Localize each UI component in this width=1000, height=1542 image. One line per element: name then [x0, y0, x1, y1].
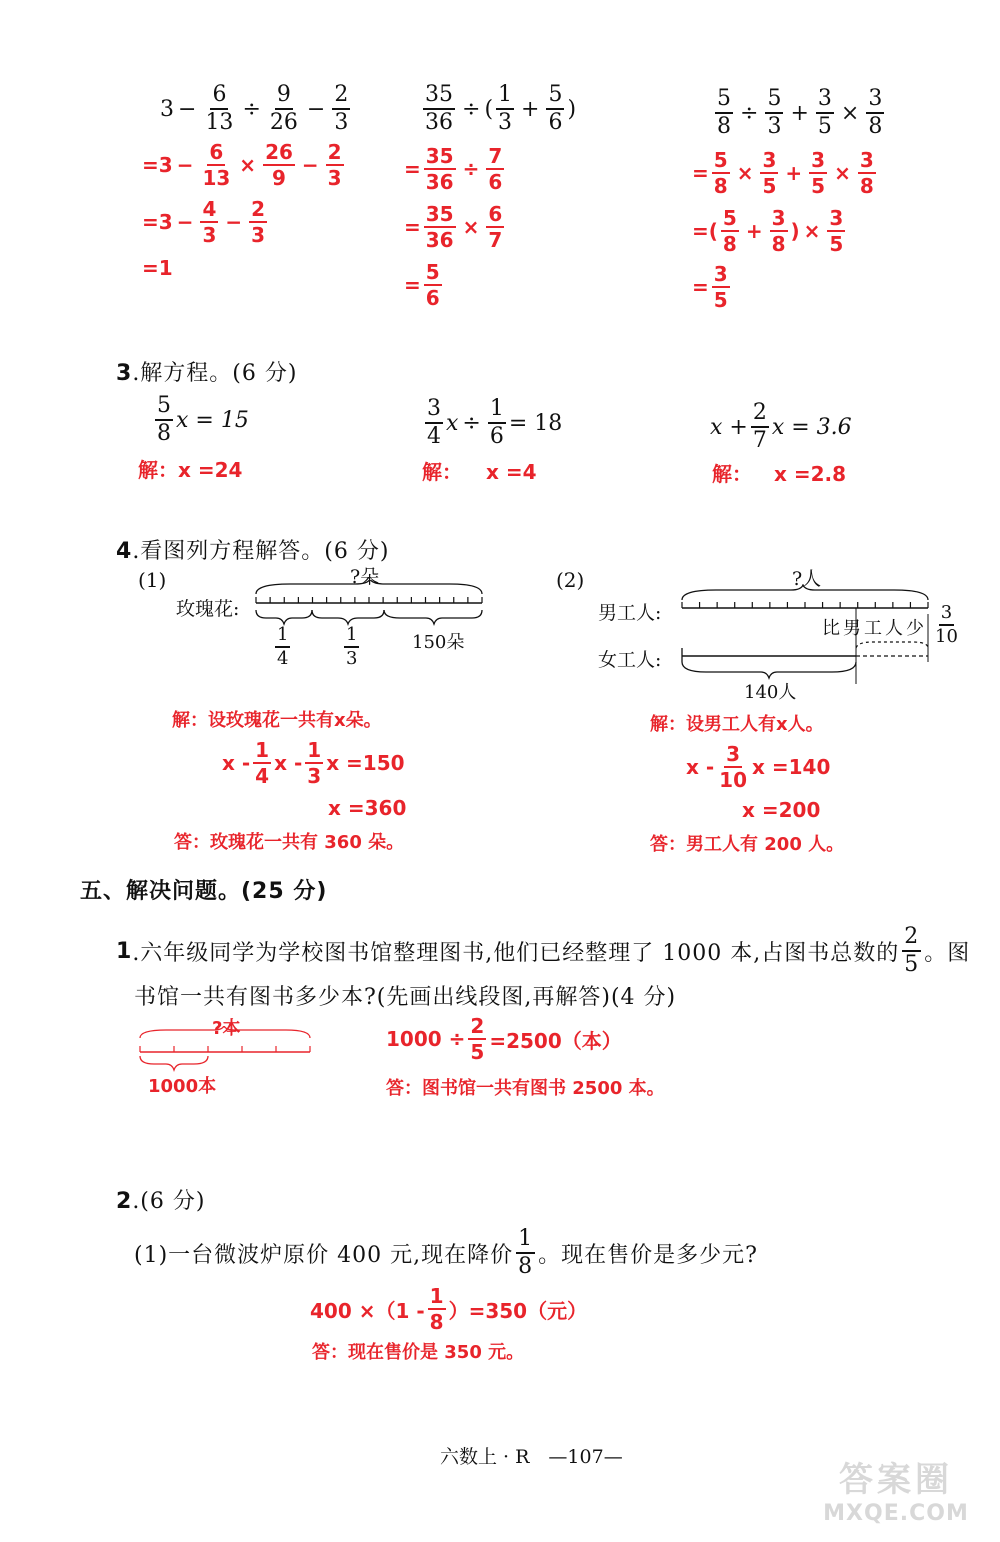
q1-equation: 1000 ÷ $\frac{2}{5}$ =2500（本）: [386, 1014, 622, 1064]
equation2-answer: 解： x =4: [422, 460, 537, 484]
problem2-label: (2): [556, 568, 585, 592]
calc2-step1: = $\frac{35}{36}$ ÷ $\frac{7}{6}$: [404, 144, 503, 194]
problem2-answer: 答：男工人有 200 人。: [650, 834, 845, 855]
calc1-question: 3 − $\frac{6}{13}$ ÷ $\frac{9}{26}$ − $\frac{2}{3}$: [160, 82, 349, 135]
calc3-question: $\frac{5}{8}$ ÷ $\frac{5}{3}$ + $\frac{3}{5}$ × $\frac{3}{8}$: [717, 86, 883, 139]
problem1-fraction-quarter: $\frac{1}{4}$: [277, 624, 289, 669]
calc2-step2: = $\frac{35}{36}$ × $\frac{6}{7}$: [404, 202, 503, 252]
problem1-equation: x - $\frac{1}{4}$ x - $\frac{1}{3}$ x =150: [222, 738, 405, 788]
problem2-male-row-label: 男工人:: [598, 602, 662, 624]
calc3-step2: =( $\frac{5}{8}$ + $\frac{3}{8}$ ) × $\frac{3}{5}$: [692, 206, 844, 256]
problem1-row-label: 玫瑰花:: [176, 598, 240, 620]
section5-q1-line2: 书馆一共有图书多少本?(先画出线段图,再解答)(4 分): [134, 985, 677, 1010]
problem2-female-row-label: 女工人:: [598, 649, 662, 671]
calc1-step3: =1: [142, 256, 173, 280]
equation3-answer: 解： x =2.8: [712, 462, 847, 486]
calc3-step3: = $\frac{3}{5}$: [692, 262, 728, 312]
problem2-result: x =200: [742, 798, 821, 822]
problem1-fraction-third: $\frac{1}{3}$: [346, 624, 358, 669]
q1-diagram-top-label: ?本: [212, 1018, 241, 1039]
section5-q2-part1: (1)一台微波炉原价 400 元,现在降价 $\frac{1}{8}$ 。现在售价是多少元?: [134, 1226, 758, 1279]
q1-line-diagram: [136, 1026, 316, 1074]
q2-equation: 400 ×（1 - $\frac{1}{8}$ ）=350（元）: [310, 1284, 588, 1334]
problem1-label: (1): [138, 568, 167, 592]
calc1-step2: =3 − $\frac{4}{3}$ − $\frac{2}{3}$: [142, 197, 266, 247]
section5-title: 五、解决问题。(25 分): [80, 879, 328, 904]
q1-diagram-bottom-label: 1000本: [148, 1076, 217, 1097]
watermark-bottom: MXQE.COM: [823, 1501, 969, 1526]
calc3-step1: = $\frac{5}{8}$ × $\frac{3}{5}$ + $\frac{3}{5}$ × $\frac{3}{8}$: [692, 148, 874, 198]
section5-q1-line1: 1 .六年级同学为学校图书馆整理图书,他们已经整理了 1000 本,占图书总数的 $\frac{2}{5}$ 。图: [116, 924, 971, 977]
equation2: $\frac{3}{4}$ x ÷ $\frac{1}{6}$ = 18: [427, 396, 563, 449]
equation3: x + $\frac{2}{7}$ x = 3.6: [710, 400, 852, 453]
section3-title: 3.解方程。(6 分): [116, 361, 298, 386]
calc2-step3: = $\frac{5}{6}$: [404, 260, 440, 310]
problem1-answer: 答：玫瑰花一共有 360 朵。: [174, 832, 405, 853]
problem2-solution-intro: 解：设男工人有x人。: [650, 714, 824, 735]
calc2-question: $\frac{35}{36}$ ÷ ( $\frac{1}{3}$ + $\frac{5}{6}$ ): [425, 82, 577, 135]
problem1-total-label: ?朵: [350, 566, 380, 588]
q2-answer: 答：现在售价是 350 元。: [312, 1342, 525, 1363]
page-footer: 六数上 · R —107—: [440, 1446, 623, 1468]
problem2-less-label: 比男工人少: [822, 618, 927, 639]
problem2-equation: x - $\frac{3}{10}$ x =140: [686, 742, 831, 792]
problem1-solution-intro: 解：设玫瑰花一共有x朵。: [172, 710, 382, 731]
calc1-step1: =3 − $\frac{6}{13}$ × $\frac{26}{9}$ − $\frac{2}{3}$: [142, 140, 342, 190]
problem1-remainder-label: 150朵: [412, 632, 465, 653]
problem2-female-count: 140人: [744, 682, 797, 703]
section5-q2-title: 2.(6 分): [116, 1189, 206, 1214]
equation1-answer: 解：x =24: [138, 458, 243, 482]
problem2-fraction: $\frac{3}{10}$: [935, 602, 958, 647]
problem1-result: x =360: [328, 796, 407, 820]
q1-answer: 答：图书馆一共有图书 2500 本。: [386, 1078, 665, 1099]
equation1: $\frac{5}{8}$ x = 15: [157, 393, 249, 446]
problem2-total-label: ?人: [792, 568, 822, 590]
watermark-top: 答案圈: [839, 1460, 953, 1500]
section4-title: 4.看图列方程解答。(6 分): [116, 539, 390, 564]
watermark-logo: [816, 1452, 976, 1530]
